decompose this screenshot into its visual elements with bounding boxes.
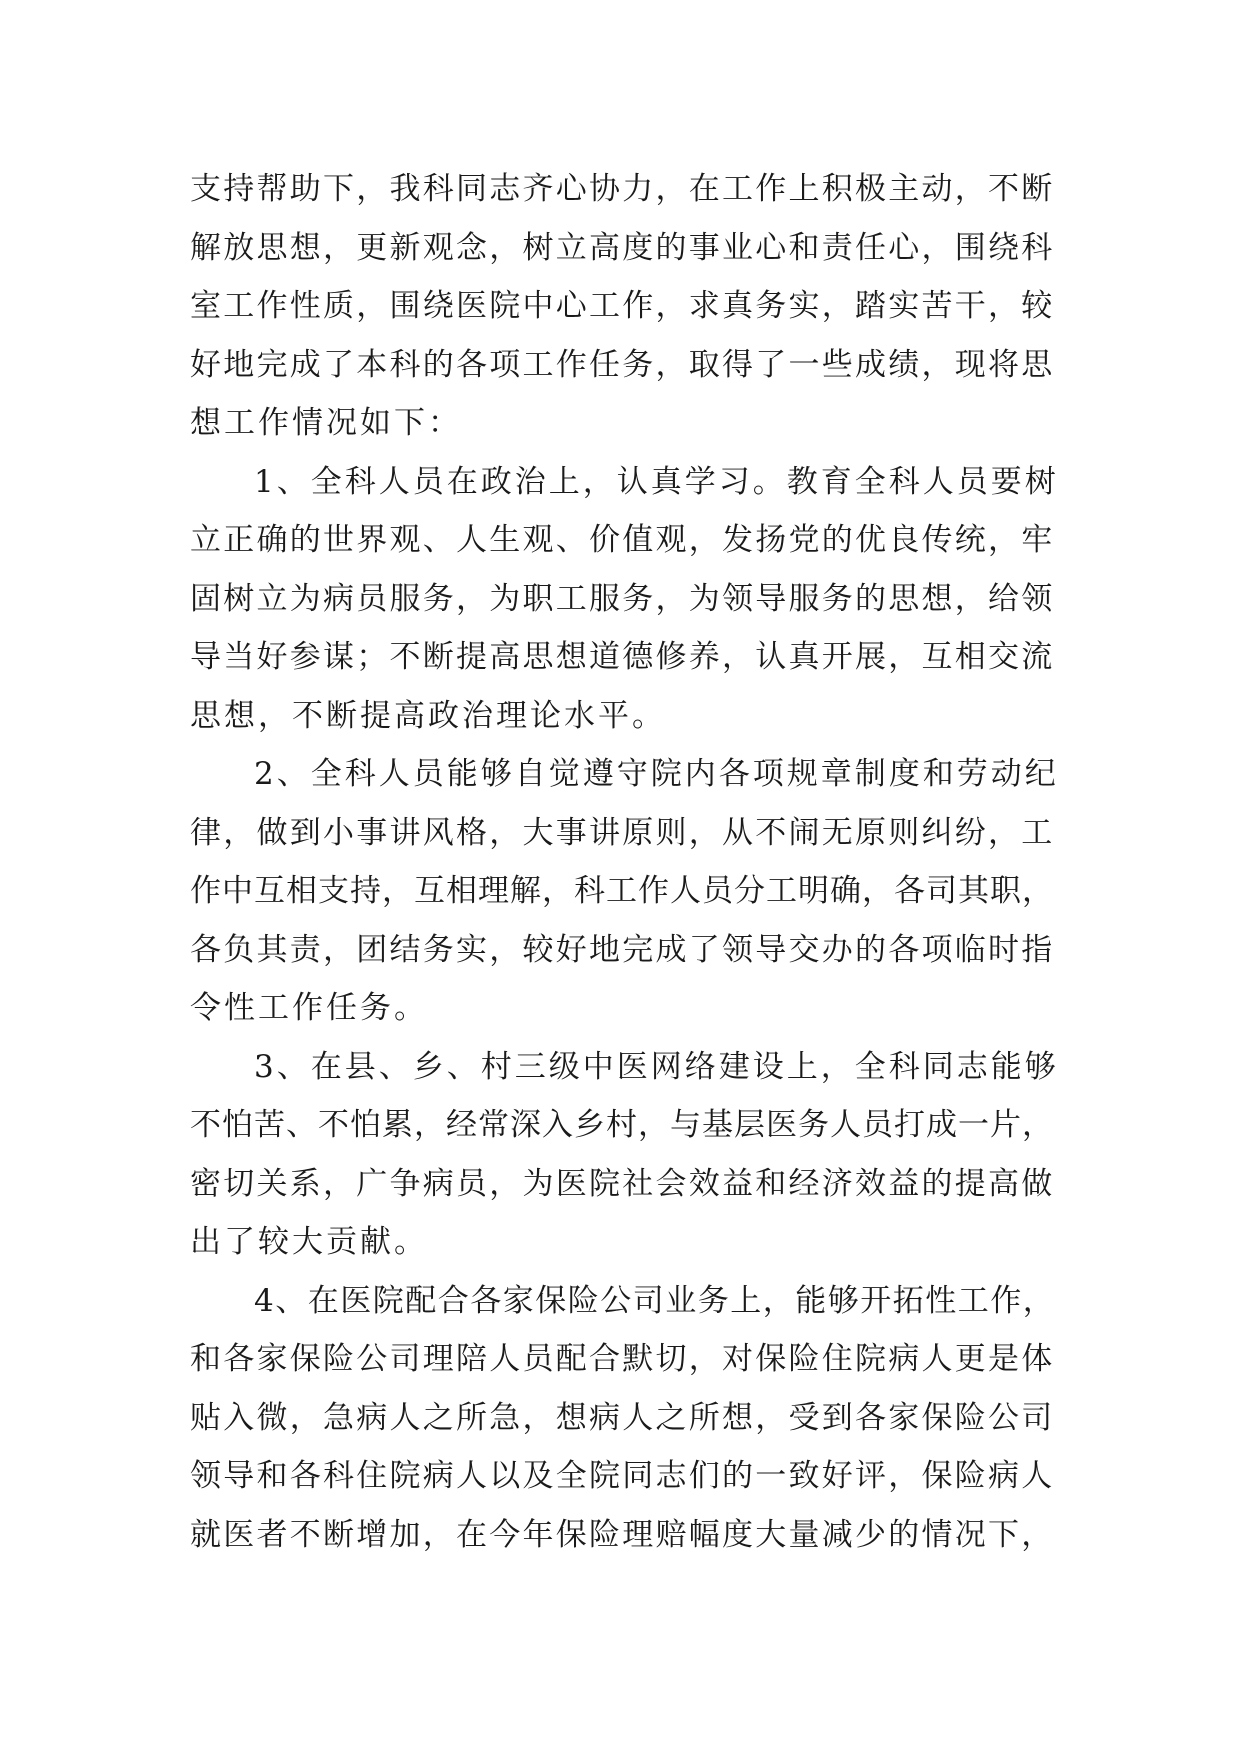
text-line: 好地完成了本科的各项工作任务，取得了一些成绩，现将思: [190, 346, 1055, 383]
text-line: 室工作性质，围绕医院中心工作，求真务实，踏实苦干，较: [190, 288, 1055, 324]
text-line: 固树立为病员服务，为职工服务，为领导服务的思想，给领: [190, 580, 1055, 617]
text-line: 思想，不断提高政治理论水平。: [190, 697, 666, 734]
text-line: 出了较大贡献。: [190, 1224, 428, 1260]
body-text: [190, 160, 1060, 1564]
text-line: 令性工作任务。: [190, 990, 428, 1026]
text-line: 律，做到小事讲风格，大事讲原则，从不闹无原则纠纷，工: [190, 814, 1055, 851]
text-line: 解放思想，更新观念，树立高度的事业心和责任心，围绕科: [190, 229, 1055, 266]
text-line: 作中互相支持，互相理解，科工作人员分工明确，各司其职，: [190, 873, 1054, 909]
text-line: 各负其责，团结务实，较好地完成了领导交办的各项临时指: [190, 931, 1055, 968]
text-line: 导当好参谋；不断提高思想道德修养，认真开展，互相交流: [190, 639, 1055, 675]
text-line: 就医者不断增加，在今年保险理赔幅度大量减少的情况下，: [190, 1516, 1055, 1553]
text-line: 贴入微，急病人之所急，想病人之所想，受到各家保险公司: [190, 1399, 1055, 1436]
text-line: 立正确的世界观、人生观、价值观，发扬党的优良传统，牢: [190, 522, 1055, 558]
text-line: 不怕苦、不怕累，经常深入乡村，与基层医务人员打成一片，: [190, 1107, 1054, 1143]
paragraph-first-line: 3、在县、乡、村三级中医网络建设上，全科同志能够: [254, 1048, 1059, 1085]
text-line: 和各家保险公司理陪人员配合默切，对保险住院病人更是体: [190, 1341, 1055, 1377]
paragraph-first-line: 4、在医院配合各家保险公司业务上，能够开拓性工作，: [254, 1282, 1056, 1319]
text-line: 密切关系，广争病员，为医院社会效益和经济效益的提高做: [190, 1165, 1055, 1202]
paragraph-first-line: 2、全科人员能够自觉遵守院内各项规章制度和劳动纪: [254, 756, 1059, 792]
paragraph-first-line: 1、全科人员在政治上，认真学习。教育全科人员要树: [254, 463, 1059, 500]
text-line: 领导和各科住院病人以及全院同志们的一致好评，保险病人: [190, 1458, 1055, 1494]
text-line: 支持帮助下，我科同志齐心协力，在工作上积极主动，不断: [190, 171, 1055, 207]
text-line: 想工作情况如下：: [190, 405, 462, 441]
